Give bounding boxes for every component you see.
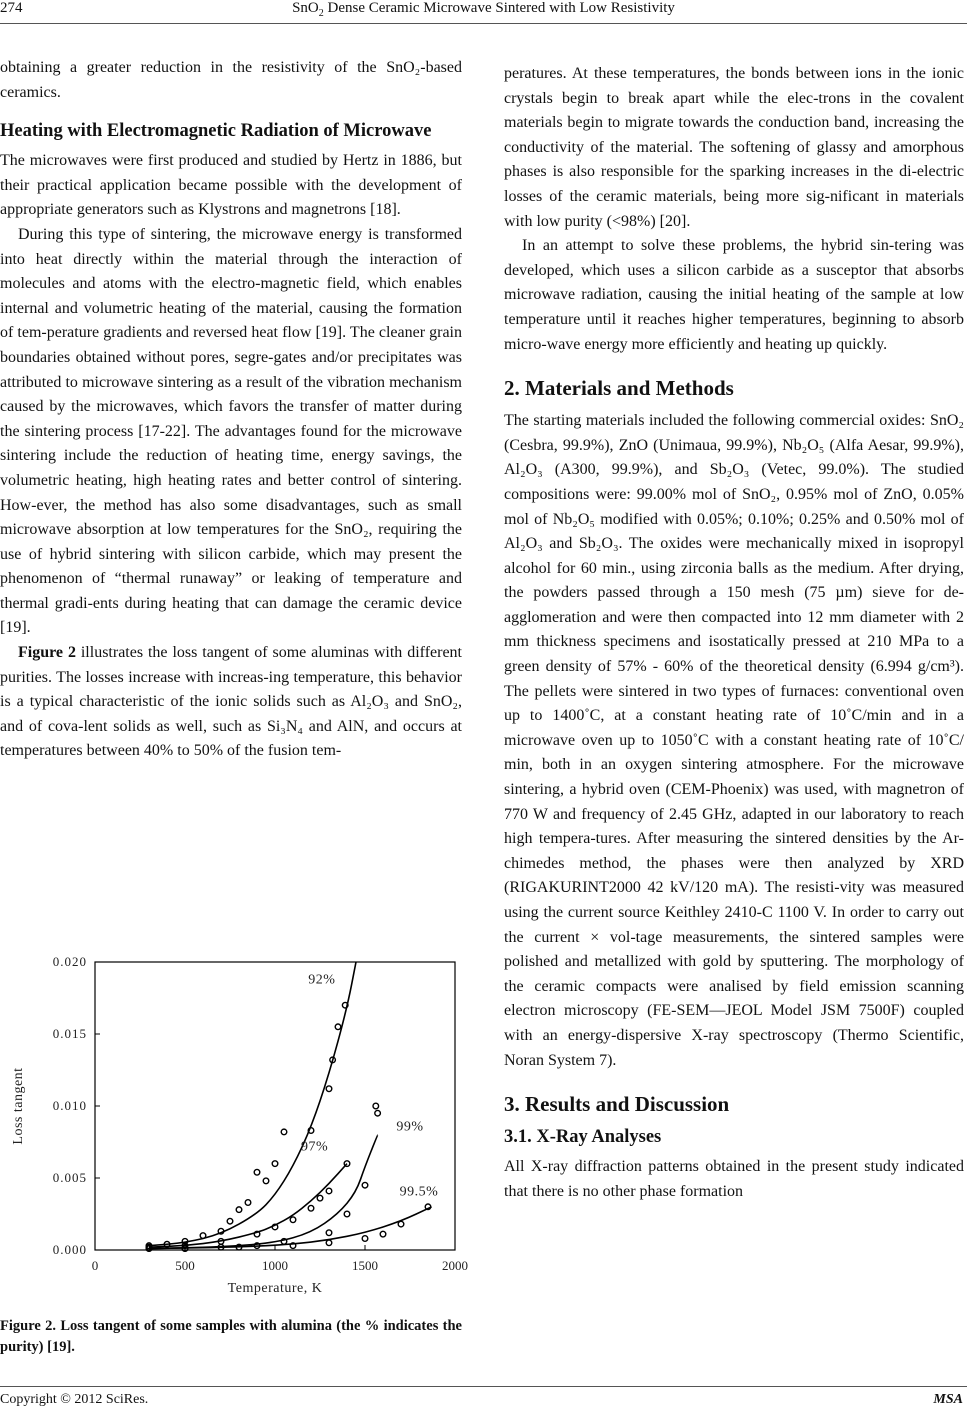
data-point <box>308 1205 314 1211</box>
x-tick-label: 2000 <box>442 1258 468 1273</box>
figure-2 <box>0 950 468 1310</box>
y-tick-label: 0.015 <box>52 1026 87 1041</box>
data-point <box>272 1161 278 1167</box>
left-paragraph-2: During this type of sintering, the microwave energy is transformed into heat directly within the material through the interaction of molecules and atoms with the electro-magnetic field, which enables internal and volumetric heating of the material, causing the formation of tem-perature gradients and reversed heat flow [19]. The cleaner grain boundaries obtained without pores, segre-gates and/or precipitates was attributed to microwave sintering as a result of the vibration mechanism caused by the microwaves, which favors the transfer of matter during the sintering process [17-22]. The advantages found for the microwave sintering include the reduction of heating time, energy savings, the volumetric heating, high heating rates and better control of sintering. How-ever, the method has also some disadvantages, such as small microwave absorption at low temperatures for the SnO₂, requiring the use of hybrid sintering with silicon carbide, which may present the phenomenon of “thermal runaway” or leaking of temperature and thermal gradi-ents during heating that can damage the ceramic device [19]. <box>0 225 462 637</box>
header-rule <box>0 23 967 24</box>
y-tick-label: 0.000 <box>52 1242 87 1257</box>
left-paragraph-0: obtaining a greater reduction in the resistivity of the SnO₂-based ceramics. <box>0 59 462 101</box>
series-label: 97% <box>301 1139 329 1155</box>
left-paragraph-3: Figure 2 illustrates the loss tangent of some aluminas with different purities. The losses increase with increas-ing temperature, this behavior is a typical characteristic of the ionic solids such as Al₂O₃ and SnO₂, and of cova-lent solids as well, such as Si₃N₄ and AlN, and occurs at temperatures between 40% to 50% of the fusion tem- <box>0 644 463 760</box>
figure-caption: Figure 2. Loss tangent of some samples with alumina (the % indicates the purity) [19]. <box>0 1318 462 1355</box>
data-point <box>344 1211 350 1217</box>
data-point <box>362 1236 368 1242</box>
x-tick-label: 1000 <box>262 1258 288 1273</box>
footer-rule <box>0 1386 967 1387</box>
data-point <box>380 1231 386 1237</box>
data-point <box>326 1240 332 1246</box>
right-paragraph-0: peratures. At these temperatures, the bonds between ions in the ionic crystals begin to break apart while the elec-trons in the covalent materials begin to migrate towards the conduction band, increasing the conductivity of the material. The softening of glassy and amorphous phases is also responsible for the sparking increases in the di-electric losses of the ceramic materials, being more sig-nificant in materials with low purity (<98%) [20]. <box>504 65 964 230</box>
series-line <box>149 962 356 1246</box>
x-axis-label: Temperature, K <box>227 1281 323 1296</box>
data-point <box>375 1110 381 1116</box>
series-label: 92% <box>308 972 336 988</box>
right-paragraph-2: The starting materials included the following commercial oxides: SnO₂ (Cesbra, 99.9%), ZnO (Unimaua, 99.9%), Nb₂O₅ (Alfa Aesar, 99.9%), Al₂O₃ (A300, 99.9%), and Sb₂O₃ (Vetec, 99.0%). The studied compositions were: 99.00% mol of SnO₂, 0.95% mol of ZnO, 0.05% mol of Nb₂O₅ modified with 0.05%; 0.10%; 0.25% and 0.50% mol of Al₂O₃ and Sb₂O₃. The oxides were mechanically mixed in isopropyl alcohol for 60 min., using zirconia balls as the medium. After drying, the powders passed through a 150 mesh (75 µm) sieve for de-agglomeration and were then compacted into 12 mm diameter with 2 mm thickness specimens and isostatically pressed at 210 MPa to a green density of 57% - 60% of the theoretical density (6.994 g/cm³). The pellets were sintered in two types of furnaces: conventional oven up to 1400˚C, at a constant heating rate of 10˚C/min and in a microwave oven up to 1050˚C with a constant heating rate of 10˚C/ min, both in an oxygen sintering atmosphere. For the microwave sintering, a hybrid oven (CEM-Phoenix) was used, with magnetron of 770 W and frequency of 2.45 GHz, adapted in our laboratory to reach high tempera-tures. After measuring the sintered densities by the Ar-chimedes method, the phases were then analyzed by XRD (RIGAKURINT2000 42 kV/120 mA). The resisti-vity was measured using the current source Keithley 2410-C 1100 V. In order to carry out the current × vol-tage measurements, the sintered samples were polished and metallized with gold by sputtering. The morphology of the ceramic compacts were analised by field emission scanning electron microscopy (FE-SEM—JEOL Model JSM 7500F) coupled with an energy-dispersive X-ray spectroscopy (Thermo Scientific, Noran System 7). <box>504 412 964 1069</box>
right-paragraph-1: In an attempt to solve these problems, the hybrid sin-tering was developed, which uses a silicon carbide as a susceptor that absorbs microwave radiation, causing the initial heating of the sample at low temperature until it reaches higher temperatures, beginning to absorb micro-wave energy more efficiently and heating up quickly. <box>504 237 964 353</box>
y-axis-label: Loss tangent <box>11 1067 26 1145</box>
page-number: 274 <box>0 0 23 16</box>
data-point <box>373 1103 379 1109</box>
data-point <box>245 1200 251 1206</box>
data-point <box>326 1230 332 1236</box>
copyright: Copyright © 2012 SciRes. <box>0 1392 149 1407</box>
data-point <box>326 1188 332 1194</box>
y-tick-label: 0.020 <box>52 954 87 969</box>
data-point <box>236 1207 242 1213</box>
data-point <box>398 1221 404 1227</box>
data-point <box>362 1182 368 1188</box>
data-point <box>281 1129 287 1135</box>
data-point <box>263 1178 269 1184</box>
series-line <box>149 1207 432 1249</box>
x-tick-label: 0 <box>91 1258 99 1273</box>
heading-heating: Heating with Electromagnetic Radiation of Microwave <box>0 121 432 142</box>
plot-frame <box>95 962 455 1250</box>
y-tick-label: 0.010 <box>52 1098 87 1113</box>
journal-name: MSA <box>933 1392 963 1407</box>
series-label: 99% <box>396 1119 424 1135</box>
data-point <box>326 1086 332 1092</box>
data-point <box>200 1233 206 1239</box>
heading-xray: 3.1. X-Ray Analyses <box>504 1127 662 1148</box>
left-column <box>0 56 462 764</box>
data-point <box>317 1195 323 1201</box>
figure-ref: Figure 2 <box>18 644 76 662</box>
data-point <box>227 1218 233 1224</box>
right-paragraph-3: All X-ray diffraction patterns obtained in the present study indicated that there is no other phase formation <box>504 1158 964 1200</box>
right-column <box>504 62 964 1204</box>
y-tick-label: 0.005 <box>52 1170 87 1185</box>
running-title: SnO$_2$ Dense Ceramic Microwave Sintered with Low Resistivity <box>292 0 675 19</box>
x-tick-label: 1500 <box>352 1258 378 1273</box>
data-point <box>254 1169 260 1175</box>
loss-tangent-chart <box>0 950 468 1310</box>
x-tick-label: 500 <box>175 1258 195 1273</box>
heading-methods: 2. Materials and Methods <box>504 376 734 401</box>
data-point <box>335 1024 341 1030</box>
left-paragraph-1: The microwaves were first produced and studied by Hertz in 1886, but their practical application became possible with the development of appropriate generators such as Klystrons and magnetrons [18]. <box>0 152 462 219</box>
heading-results: 3. Results and Discussion <box>504 1092 730 1117</box>
data-point <box>290 1217 296 1223</box>
series-line <box>149 1135 378 1249</box>
series-label: 99.5% <box>399 1184 439 1200</box>
